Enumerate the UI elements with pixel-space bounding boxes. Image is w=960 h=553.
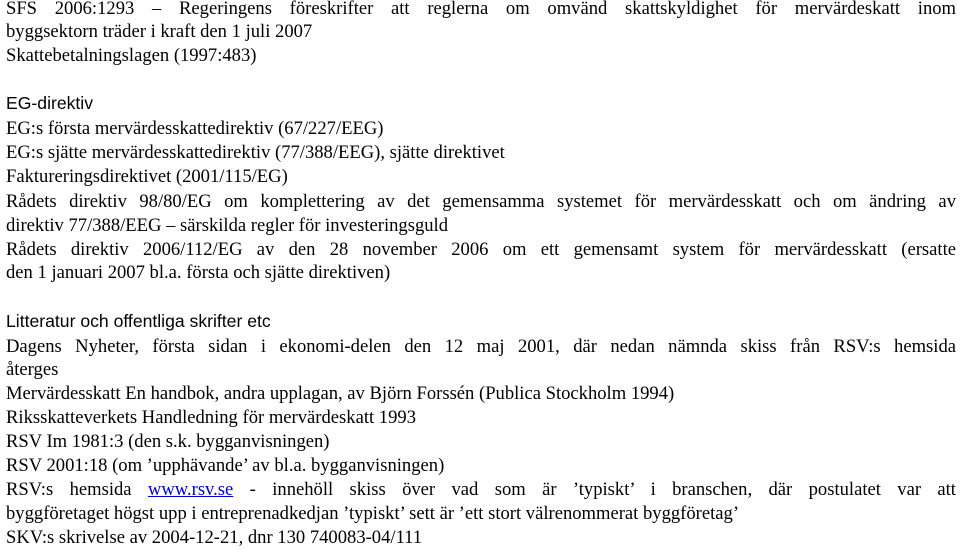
rsv-website-suffix: - innehöll skiss över vad som är ’typiskt’ i branschen, där postulatet var att: [249, 479, 956, 500]
literature-item: Riksskatteverkets Handledning för mervärdeskatt 1993: [6, 407, 416, 428]
literature-item: Dagens Nyheter, första sidan i ekonomi-delen den 12 maj 2001, där nedan nämnda skiss från RSV:s hemsida: [6, 336, 956, 357]
literature-heading: Litteratur och offentliga skrifter etc: [6, 311, 271, 331]
eg-directive-item: Faktureringsdirektivet (2001/115/EG): [6, 166, 288, 187]
eg-directive-item: Rådets direktiv 2006/112/EG av den 28 november 2006 om ett gemensamt system för mervärdesskatt (ersatte: [6, 239, 956, 260]
rsv-website-line: [6, 478, 956, 501]
literature-item: RSV Im 1981:3 (den s.k. bygganvisningen): [6, 431, 330, 452]
eg-directive-item-cont: den 1 januari 2007 bl.a. första och sjätte direktiven): [6, 262, 391, 283]
eg-directives-heading: EG-direktiv: [6, 93, 94, 113]
sfs-reference-line-2: byggsektorn träder i kraft den 1 juli 2007: [6, 21, 313, 42]
literature-item: RSV 2001:18 (om ’upphävande’ av bl.a. bygganvisningen): [6, 455, 445, 476]
rsv-website-link[interactable]: www.rsv.se: [147, 479, 234, 500]
eg-directive-item: Rådets direktiv 98/80/EG om komplettering av det gemensamma systemet för mervärdesskatt och om ändring av: [6, 191, 956, 212]
skv-reference: SKV:s skrivelse av 2004-12-21, dnr 130 740083-04/111: [6, 527, 423, 548]
literature-item-cont: återges: [6, 359, 59, 380]
literature-item: Mervärdesskatt En handbok, andra upplagan, av Björn Forssén (Publica Stockholm 1994): [6, 383, 675, 404]
rsv-website-prefix: RSV:s hemsida: [6, 479, 132, 500]
law-reference: Skattebetalningslagen (1997:483): [6, 45, 257, 66]
eg-directive-item: EG:s första mervärdesskattedirektiv (67/227/EEG): [6, 118, 384, 139]
eg-directive-item-cont: direktiv 77/388/EEG – särskilda regler för investeringsguld: [6, 215, 449, 236]
sfs-reference-line-1: SFS 2006:1293 – Regeringens föreskrifter att reglerna om omvänd skattskyldighet för mervärdeskatt inom: [6, 0, 956, 19]
rsv-website-line-cont: byggföretaget högst upp i entreprenadkedjan ’typiskt’ sett är ’ett stort välrenommerat byggföretag’: [6, 503, 740, 524]
eg-directive-item: EG:s sjätte mervärdesskattedirektiv (77/388/EEG), sjätte direktivet: [6, 142, 505, 163]
